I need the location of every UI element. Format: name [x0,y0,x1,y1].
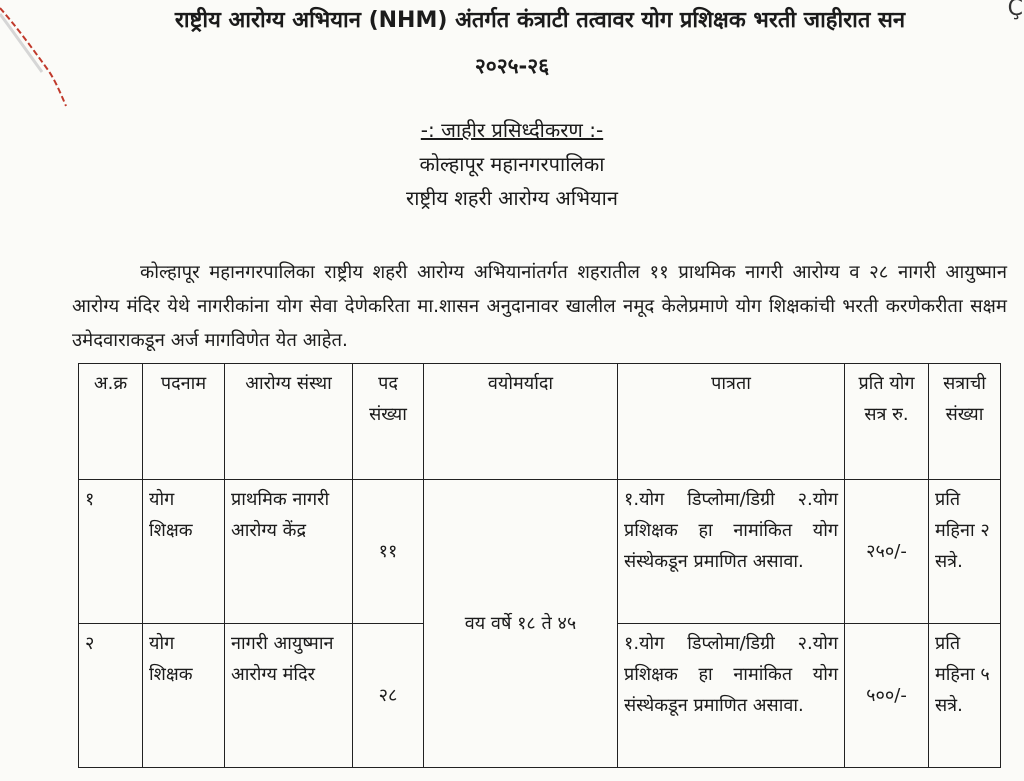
header-eligibility: पात्रता [618,364,845,480]
corner-mark: Ç [1007,0,1024,21]
recruitment-table [78,363,1001,768]
cell-sessions: प्रति महिना २ सत्रे. [929,480,1001,624]
cell-post: योग शिक्षक [143,624,225,768]
header-count: पद संख्या [353,364,424,480]
cell-sr: १ [79,480,143,624]
mission-name: राष्ट्रीय शहरी आरोग्य अभियान [406,186,618,210]
table-header-row [79,364,1001,480]
corporation-name: कोल्हापूर महानगरपालिका [419,152,605,176]
cell-post: योग शिक्षक [143,480,225,624]
header-institution: आरोग्य संस्था [225,364,353,480]
header-fee: प्रति योग सत्र रु. [845,364,929,480]
cell-sessions: प्रति महिना ५ सत्रे. [929,624,1001,768]
cell-institution: प्राथमिक नागरी आरोग्य केंद्र [225,480,353,624]
intro-paragraph: कोल्हापूर महानगरपालिका राष्ट्रीय शहरी आरोग्य अभियानांतर्गत शहरातील ११ प्राथमिक नागरी आरोग्य व २८ नागरी आयुष्मान आरोग्य मंदिर येथे नागरीकांना योग सेवा देणेकरिता मा.शासन अनुदानावर खालील नमूद केलेप्रमाणे योग शिक्षकांची भरती करणेकरीता सक्षम उमेदवाराकडून अर्ज मागविणेत येत आहेत. [72,262,1007,351]
header-sessions: सत्राची संख्या [929,364,1001,480]
cell-institution: नागरी आयुष्मान आरोग्य मंदिर [225,624,353,768]
page-title: राष्ट्रीय आरोग्य अभियान (NHM) अंतर्गत कंत्राटी तत्वावर योग प्रशिक्षक भरती जाहीरात सन [174,8,906,33]
cell-count: २८ [353,624,424,768]
cell-fee: ५००/- [845,624,929,768]
year: २०२५-२६ [474,54,550,78]
notice-heading-text: -: जाहीर प्रसिध्दीकरण :- [420,118,604,142]
header-post: पदनाम [143,364,225,480]
cell-age-limit: वय वर्षे १८ ते ४५ [424,480,618,768]
cell-fee: २५०/- [845,480,929,624]
cell-count: ११ [353,480,424,624]
header-sr: अ.क्र [79,364,143,480]
cell-eligibility: १.योग डिप्लोमा/डिग्री २.योग प्रशिक्षक हा नामांकित योग संस्थेकडून प्रमाणित असावा. [618,624,845,768]
header-age: वयोमर्यादा [424,364,618,480]
cell-sr: २ [79,624,143,768]
cell-eligibility: १.योग डिप्लोमा/डिग्री २.योग प्रशिक्षक हा नामांकित योग संस्थेकडून प्रमाणित असावा. [618,480,845,624]
table-row [79,480,1001,624]
notice-heading [0,116,1024,143]
